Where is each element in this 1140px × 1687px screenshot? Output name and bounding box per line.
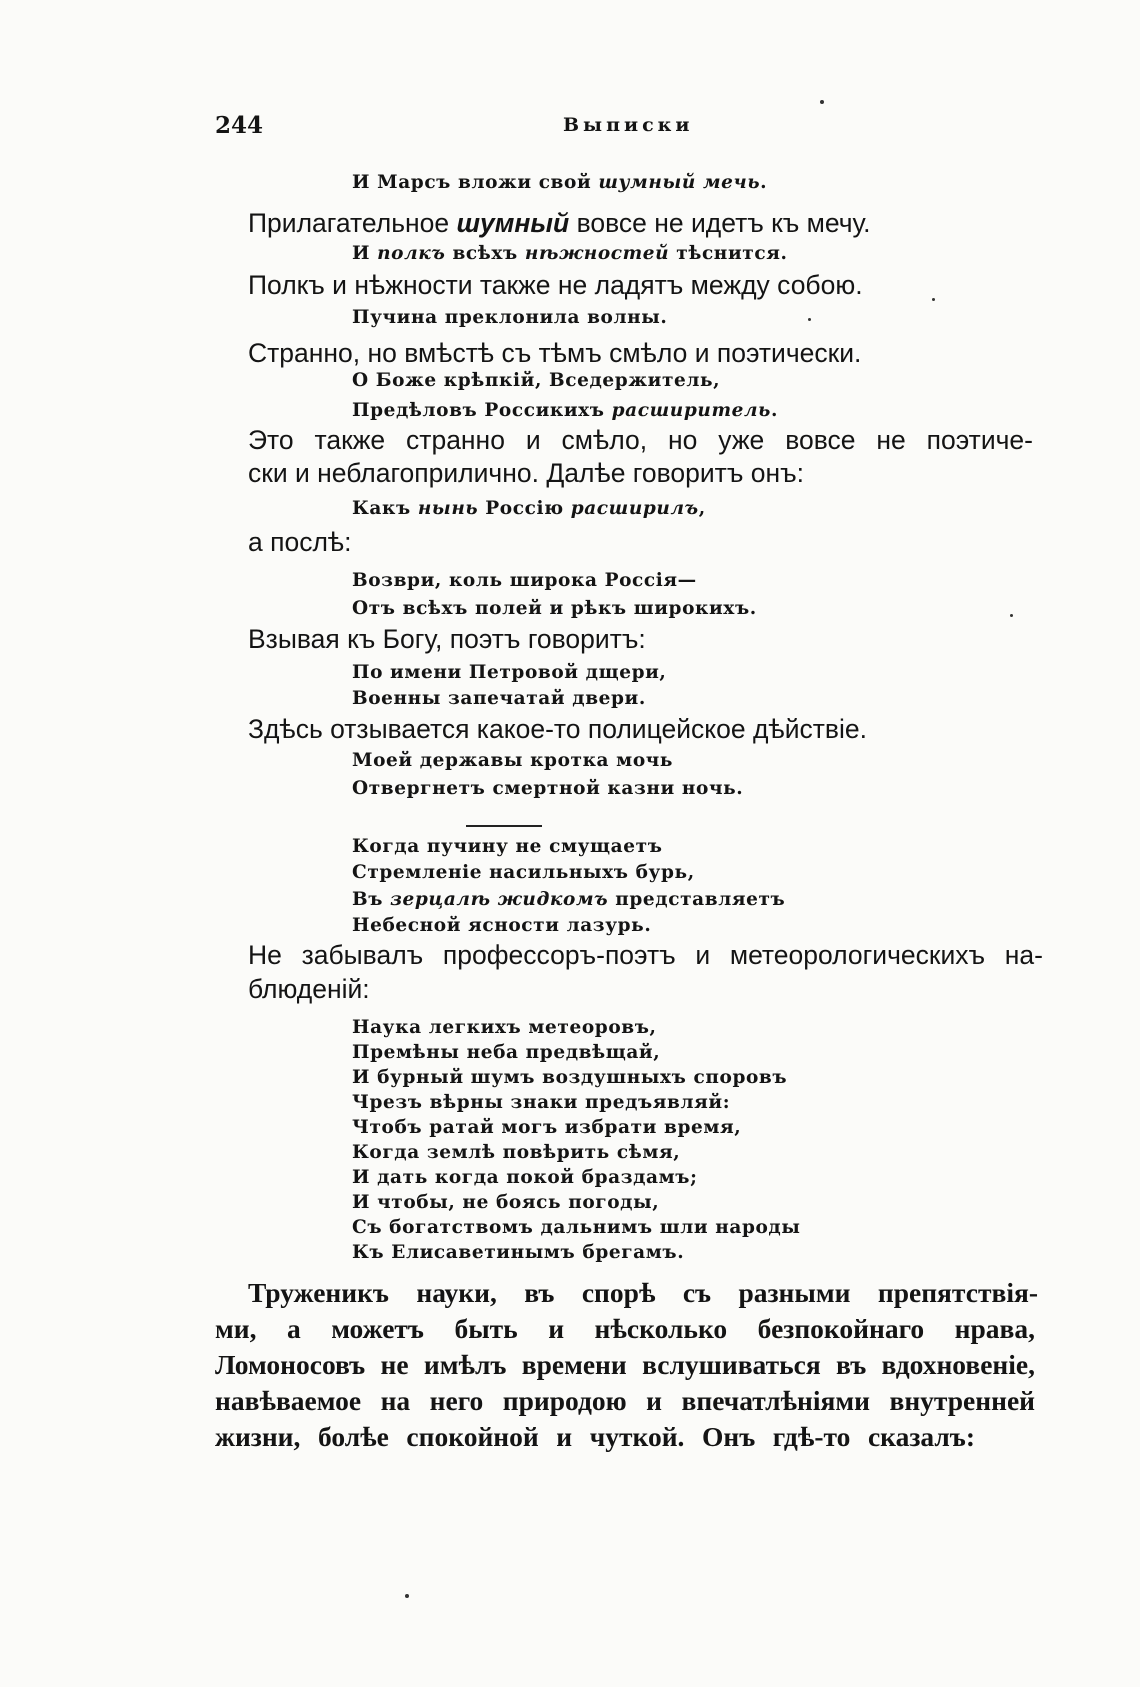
prose-line: ми, а можетъ быть и нѣсколько безпокойнаго нрава, xyxy=(215,1313,1035,1344)
prose-line: Здѣсь отзывается какое-то полицейское дѣйствіе. xyxy=(248,714,867,744)
prose-line: блюденій: xyxy=(248,974,370,1004)
text-segment: Предѣловъ Россикихъ xyxy=(352,400,612,421)
verse-line: Пучина преклонила волны. xyxy=(352,307,668,328)
print-speck xyxy=(405,1594,409,1598)
verse-line: Отвергнетъ смертной казни ночь. xyxy=(352,778,744,799)
text-segment: И Марсъ вложи свой xyxy=(352,172,599,193)
verse-line: Возври, коль широка Россія— xyxy=(352,570,697,591)
verse-line: Военны запечатай двери. xyxy=(352,688,646,709)
prose-line: Полкъ и нѣжности также не ладятъ между собою. xyxy=(248,270,863,300)
italic-emphasis: нѣжностей xyxy=(524,243,670,264)
prose-line: Это также странно и смѣло, но уже вовсе не поэтиче- xyxy=(248,425,1033,455)
verse-line: Къ Елисаветинымъ брегамъ. xyxy=(352,1242,685,1263)
text-segment: вовсе не идетъ къ мечу. xyxy=(569,208,871,238)
verse-line: Чрезъ вѣрны знаки предъявляй: xyxy=(352,1092,731,1113)
text-segment: тѣснится. xyxy=(669,243,788,264)
text-segment: . xyxy=(760,172,768,193)
verse-line xyxy=(352,498,706,519)
verse-line: О Боже крѣпкій, Вседержитель, xyxy=(352,370,721,391)
page-header xyxy=(215,112,1035,142)
italic-emphasis: расширитель xyxy=(611,400,771,421)
verse-line: По имени Петровой дщери, xyxy=(352,662,667,683)
text-segment: представляетъ xyxy=(608,889,786,910)
verse-line: Моей державы кротка мочь xyxy=(352,750,674,771)
prose-line: ски и неблагоприлично. Далѣе говоритъ онъ: xyxy=(248,458,805,488)
verse-line xyxy=(352,172,767,193)
text-segment: , xyxy=(698,498,706,519)
verse-line: Когда пучину не смущаетъ xyxy=(352,836,663,857)
verse-line xyxy=(352,400,778,421)
prose-line: Ломоносовъ не имѣлъ времени вслушиваться въ вдохновеніе, xyxy=(215,1349,1035,1380)
verse-line: Стремленіе насильныхъ бурь, xyxy=(352,862,695,883)
prose-line: Странно, но вмѣстѣ съ тѣмъ смѣло и поэтически. xyxy=(248,338,862,368)
text-segment: И xyxy=(352,243,378,264)
verse-line: Съ богатствомъ дальнимъ шли народы xyxy=(352,1217,801,1238)
prose-line: Труженикъ науки, въ спорѣ съ разными препятствія- xyxy=(248,1277,1038,1308)
print-speck xyxy=(808,318,811,321)
section-divider xyxy=(466,825,542,827)
verse-line: Отъ всѣхъ полей и рѣкъ широкихъ. xyxy=(352,598,757,619)
verse-line: Чтобъ ратай могъ избрати время, xyxy=(352,1117,742,1138)
verse-line: Премѣны неба предвѣщай, xyxy=(352,1042,661,1063)
text-segment: . xyxy=(770,400,778,421)
print-speck xyxy=(1010,614,1013,617)
text-segment: Прилагательное xyxy=(248,208,457,238)
prose-line: Не забывалъ профессоръ-поэтъ и метеорологическихъ на- xyxy=(248,940,1043,970)
verse-line: Небесной ясности лазурь. xyxy=(352,915,652,936)
prose-line: Взывая къ Богу, поэтъ говоритъ: xyxy=(248,624,646,654)
italic-emphasis: нынь xyxy=(417,498,479,519)
text-segment: Въ xyxy=(352,889,391,910)
verse-line: Наука легкихъ метеоровъ, xyxy=(352,1017,657,1038)
italic-emphasis: шумный xyxy=(456,208,570,238)
page-number: 244 xyxy=(215,112,264,139)
verse-line: Когда землѣ повѣрить сѣмя, xyxy=(352,1142,681,1163)
italic-emphasis: шумный мечь xyxy=(598,172,761,193)
italic-emphasis: зерцалѣ жидкомъ xyxy=(390,889,609,910)
italic-emphasis: расширилъ xyxy=(570,498,699,519)
prose-line: а послѣ: xyxy=(248,527,352,557)
text-segment: Россію xyxy=(478,498,571,519)
verse-line: И чтобы, не боясь погоды, xyxy=(352,1192,660,1213)
italic-emphasis: полкъ xyxy=(377,243,446,264)
verse-line: И бурный шумъ воздушныхъ споровъ xyxy=(352,1067,788,1088)
text-segment: всѣхъ xyxy=(445,243,525,264)
prose-line xyxy=(248,208,871,239)
verse-line xyxy=(352,889,785,910)
prose-line: навѣваемое на него природою и впечатлѣніями внутренней xyxy=(215,1385,1035,1416)
prose-line: жизни, болѣе спокойной и чуткой. Онъ гдѣ-то сказалъ: xyxy=(215,1421,975,1452)
text-segment: Какъ xyxy=(352,498,418,519)
print-speck xyxy=(820,100,824,104)
verse-line: И дать когда покой браздамъ; xyxy=(352,1167,698,1188)
verse-line xyxy=(352,243,788,264)
print-speck xyxy=(932,298,935,301)
running-title: Выписки xyxy=(563,114,694,136)
